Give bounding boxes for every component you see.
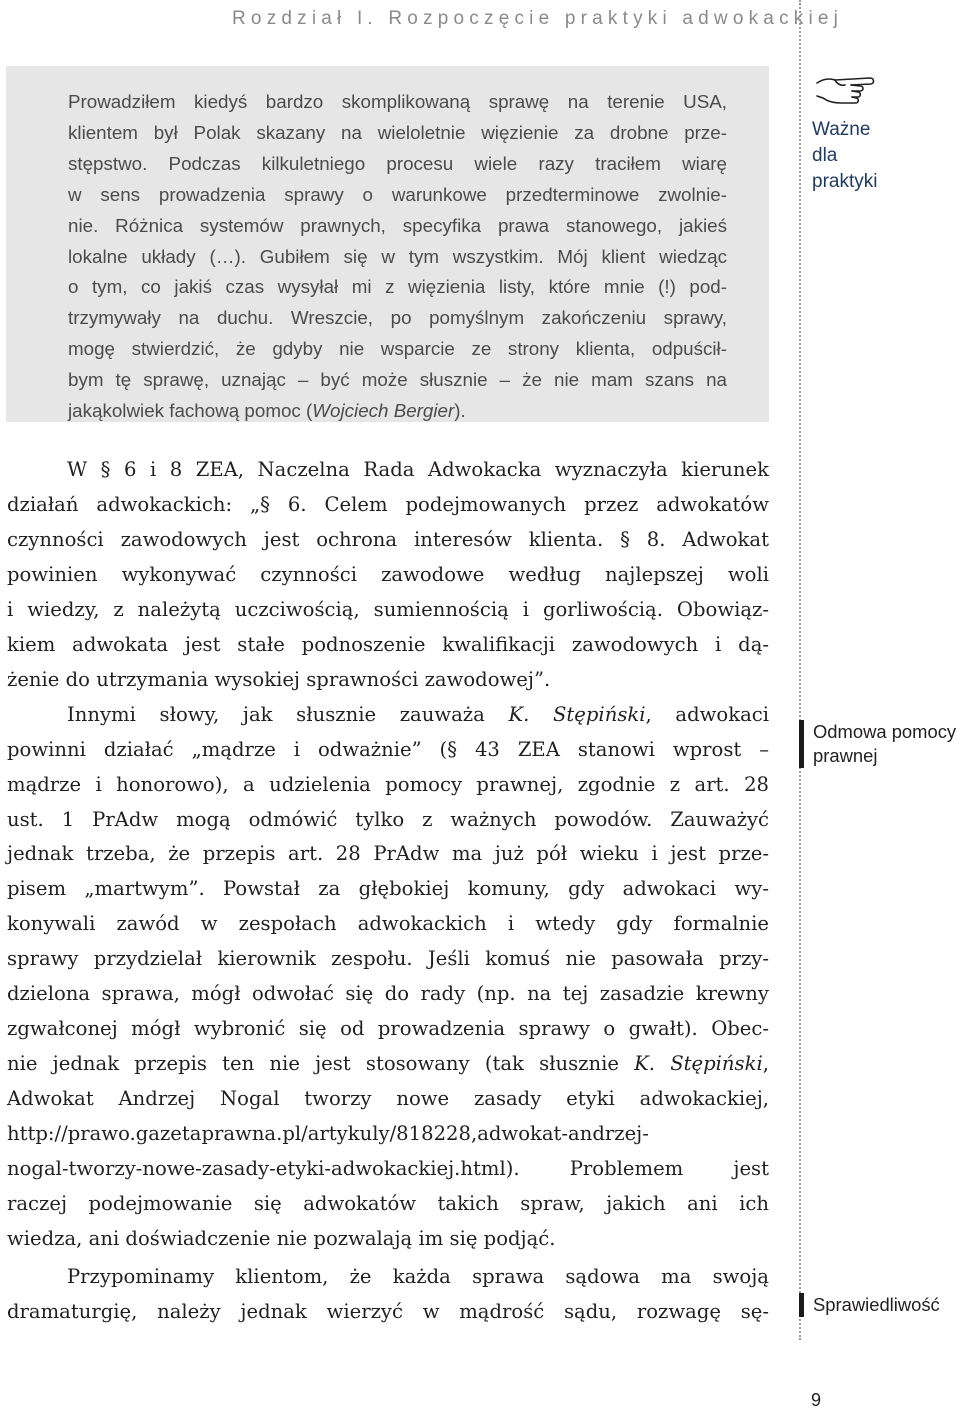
body-line: kiem adwokata jest stałe podnoszenie kwalifikacji zawodowych i dą- xyxy=(7,632,769,656)
quote-line: w sens prowadzenia sprawy o warunkowe przedterminowe zwolnie- xyxy=(68,183,727,205)
running-head: Rozdział I. Rozpoczęcie praktyki adwokackiej xyxy=(232,8,844,29)
quote-text: ). xyxy=(454,400,466,422)
quote-line-last xyxy=(68,396,727,427)
quote-box xyxy=(6,66,769,422)
quote-line: lokalne układy (…). Gubiłem się w tym wszystkim. Mój klient wiedząc xyxy=(68,245,727,267)
body-line: W § 6 i 8 ZEA, Naczelna Rada Adwokacka wyznaczyła kierunek xyxy=(67,458,769,481)
page-number: 9 xyxy=(811,1390,822,1410)
body-line xyxy=(7,698,769,733)
quote-line: trzymywały na duchu. Wreszcie, po pomyślnym zakończeniu sprawy, xyxy=(68,307,727,329)
body-line: nogal-tworzy-nowe-zasady-etyki-adwokackiej.html). Problemem jest xyxy=(7,1157,769,1181)
important-note-label xyxy=(812,117,877,195)
quote-line: Prowadziłem kiedyś bardzo skomplikowaną sprawę na terenie USA, xyxy=(68,91,727,112)
body-line: dzielona sprawa, mógł odwołać się do rady (np. na tej zasadzie krewny xyxy=(7,982,769,1006)
cited-author: K. Stępiński xyxy=(634,1052,763,1076)
note-line: praktyki xyxy=(812,171,878,192)
body-line: pisem „martwym”. Powstał za głębokiej komuny, gdy adwokaci wy- xyxy=(7,877,769,901)
body-line: żenie do utrzymania wysokiej sprawności zawodowej”. xyxy=(7,667,551,691)
body-line: sprawy przydzielał kierownik zespołu. Jeśli komuś nie pasowała przy- xyxy=(7,947,769,971)
body-line: czynności zawodowych jest ochrona interesów klienta. § 8. Adwokat xyxy=(7,527,769,551)
margin-tag-line: prawnej xyxy=(813,745,878,766)
quote-line: stępstwo. Podczas kilkuletniego procesu wiele razy traciłem wiarę xyxy=(68,152,727,174)
body-line: działań adwokackich: „§ 6. Celem podejmowanych przez adwokatów xyxy=(7,492,769,516)
body-line: powinien wykonywać czynności zawodowe według najlepszej woli xyxy=(7,562,769,586)
body-line: mądrze i honorowo), a udzielenia pomocy prawnej, zgodnie z art. 28 xyxy=(7,772,769,796)
margin-tag-line: Odmowa pomocy xyxy=(813,721,957,742)
body-line: dramaturgię, należy jednak wierzyć w mądrość sądu, rozwagę sę- xyxy=(7,1299,769,1323)
body-line: i wiedzy, z należytą uczciwością, sumiennością i gorliwością. Obowiąz- xyxy=(7,597,769,621)
quote-line: mogę stwierdzić, że gdyby nie wsparcie ze strony klienta, odpuścił- xyxy=(68,338,727,360)
body-line: ust. 1 PrAdw mogą odmówić tylko z ważnych powodów. Zauważyć xyxy=(7,807,769,831)
body-text xyxy=(7,453,769,1330)
body-line: jednak trzeba, że przepis art. 28 PrAdw ma już pół wieku i jest prze- xyxy=(7,842,769,866)
quote-author: Wojciech Bergier xyxy=(312,400,455,422)
cited-author: K. Stępiński xyxy=(508,702,646,726)
body-line: konywali zawód w zespołach adwokackich i wtedy gdy formalnie xyxy=(7,912,769,936)
body-line: powinni działać „mądrze i odważnie” (§ 43 ZEA stanowi wprost – xyxy=(7,737,769,761)
quote-line: o tym, co jakiś czas wysyłał mi z więzienia listy, które mnie (!) pod- xyxy=(68,276,727,298)
body-line: raczej podejmowanie się adwokatów takich spraw, jakich ani ich xyxy=(7,1192,769,1216)
body-line: wiedza, ani doświadczenie nie pozwalają im się podjąć. xyxy=(7,1226,556,1250)
body-line: zgwałconej mógł wybronić się od prowadzenia sprawy o gwałt). Obec- xyxy=(7,1017,769,1041)
body-text-run: Innymi słowy, jak słusznie zauważa xyxy=(67,702,509,726)
body-text-run: , xyxy=(762,1052,769,1076)
quote-line: nie. Różnica systemów prawnych, specyfika prawa stanowego, jakieś xyxy=(68,214,727,236)
note-line: dla xyxy=(812,145,838,166)
pointing-hand-icon xyxy=(815,74,877,106)
note-line: Ważne xyxy=(812,119,871,140)
margin-tag-justice xyxy=(799,1293,940,1317)
body-line xyxy=(7,1047,769,1082)
quote-line: klientem był Polak skazany na wieloletnie więzienie za drobne prze- xyxy=(68,121,727,143)
margin-divider xyxy=(799,0,801,1340)
quote-line: bym tę sprawę, uznając – być może słusznie – że nie mam szans na xyxy=(68,369,727,391)
body-line: http://prawo.gazetaprawna.pl/artykuly/818228,adwokat-andrzej- xyxy=(7,1122,649,1146)
body-line: Przypominamy klientom, że każda sprawa sądowa ma swoją xyxy=(67,1264,769,1288)
margin-tag-refusal xyxy=(799,720,956,768)
body-text-run: nie jednak przepis ten nie jest stosowany (tak słusznie xyxy=(7,1052,635,1076)
margin-tag-line: Sprawiedliwość xyxy=(813,1294,940,1315)
quote-text: jakąkolwiek fachową pomoc ( xyxy=(68,400,313,422)
body-line: Adwokat Andrzej Nogal tworzy nowe zasady etyki adwokackiej, xyxy=(7,1087,769,1111)
body-text-run: , adwokaci xyxy=(645,702,769,726)
